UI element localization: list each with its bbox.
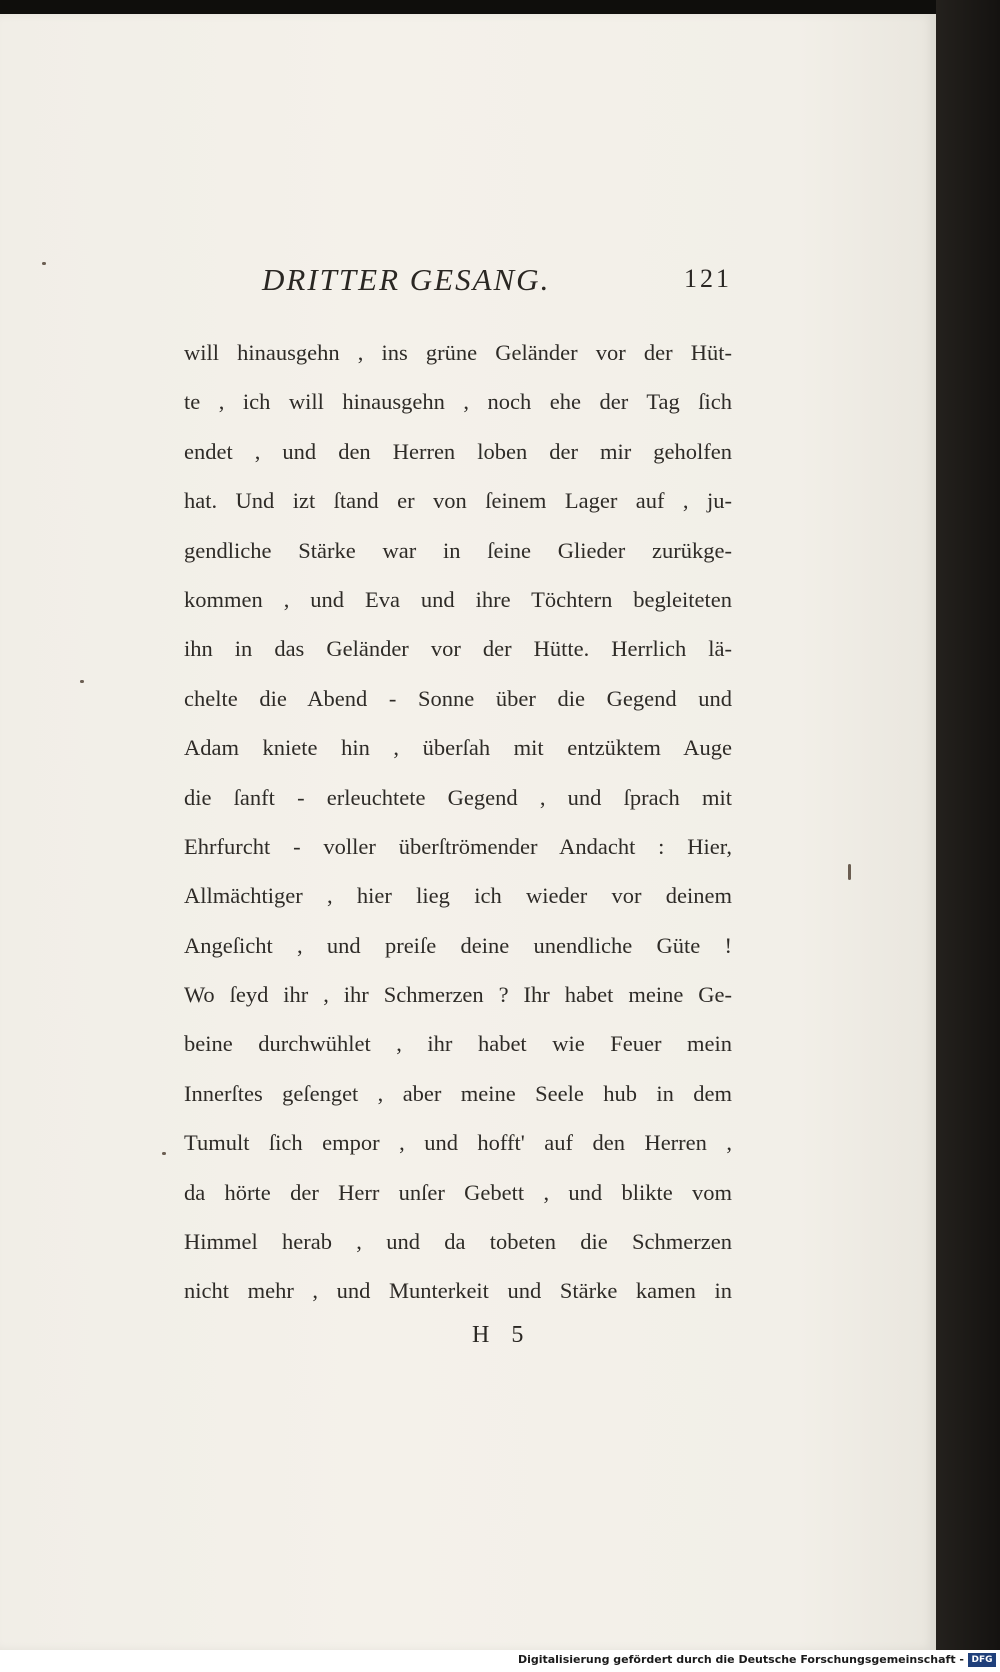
text-line: Ehrfurcht - voller überſtrömender Andacht : Hier,	[184, 833, 732, 859]
book-page	[0, 14, 936, 1650]
printer-signature: H 5	[472, 1322, 532, 1348]
text-line: endet , und den Herren loben der mir geholfen	[184, 438, 732, 464]
text-line: nicht mehr , und Munterkeit und Stärke kamen in	[184, 1278, 732, 1304]
page-header	[262, 254, 732, 314]
text-line: kommen , und Eva und ihre Töchtern begleiteten	[184, 586, 732, 612]
text-line: Wo ſeyd ihr , ihr Schmerzen ? Ihr habet meine Ge-	[184, 982, 732, 1008]
scan-border-right	[936, 0, 1000, 1650]
text-line: Adam kniete hin , überſah mit entzüktem Auge	[184, 735, 732, 761]
running-title: DRITTER GESANG.	[262, 262, 551, 297]
page-number: 121	[684, 264, 732, 293]
scan-border-top	[0, 0, 1000, 14]
paper-speck	[848, 864, 851, 880]
dfg-logo: DFG	[968, 1653, 996, 1667]
text-line: ihn in das Geländer vor der Hütte. Herrlich lä-	[184, 636, 732, 662]
paper-speck	[80, 680, 84, 683]
footer-bar	[0, 1650, 1000, 1672]
text-line: Innerſtes geſenget , aber meine Seele hub in dem	[184, 1080, 732, 1106]
text-line: Angeſicht , und preiſe deine unendliche Güte !	[184, 932, 732, 958]
text-line: beine durchwühlet , ihr habet wie Feuer mein	[184, 1031, 732, 1057]
footer-credit: Digitalisierung gefördert durch die Deutsche Forschungsgemeinschaft -	[517, 1653, 964, 1666]
text-line: da hörte der Herr unſer Gebett , und blikte vom	[184, 1179, 732, 1205]
body-text	[184, 328, 732, 1316]
text-line: te , ich will hinausgehn , noch ehe der Tag ſich	[184, 389, 732, 415]
text-line: die ſanft - erleuchtete Gegend , und ſprach mit	[184, 784, 732, 810]
text-line: will hinausgehn , ins grüne Geländer vor der Hüt-	[184, 340, 732, 365]
paper-speck	[42, 262, 46, 265]
text-line: Himmel herab , und da tobeten die Schmerzen	[184, 1229, 732, 1255]
text-line: hat. Und izt ſtand er von ſeinem Lager auf , ju-	[184, 488, 732, 514]
text-line: Allmächtiger , hier lieg ich wieder vor deinem	[184, 883, 732, 909]
text-line: chelte die Abend - Sonne über die Gegend und	[184, 685, 732, 711]
paper-speck	[162, 1152, 166, 1155]
text-line: gendliche Stärke war in ſeine Glieder zurükge-	[184, 537, 732, 563]
text-line: Tumult ſich empor , und hofft' auf den Herren ,	[184, 1130, 732, 1156]
